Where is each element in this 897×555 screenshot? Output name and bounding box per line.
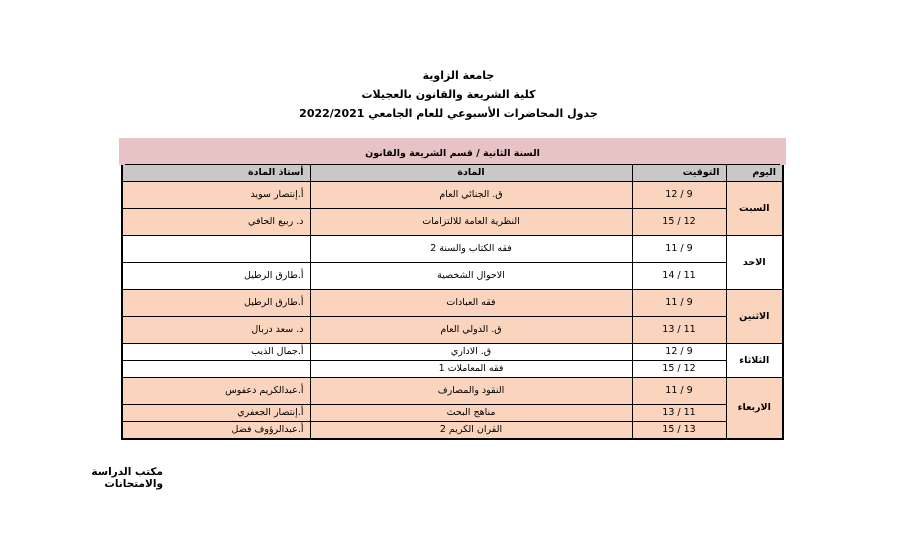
- column-header-subject: المادة: [310, 165, 632, 182]
- day-cell-wednesday: الاربعاء: [726, 378, 783, 440]
- teacher-cell: أ.إنتصار الجعفري: [122, 405, 310, 422]
- table-row: [122, 361, 783, 378]
- table-row: [122, 378, 783, 405]
- teacher-cell: أ.طارق الرطيل: [122, 263, 310, 290]
- time-cell: 9 / 12: [632, 344, 726, 361]
- time-cell: 11 / 13: [632, 317, 726, 344]
- day-cell-sunday: الاحد: [726, 236, 783, 290]
- table-row: [122, 317, 783, 344]
- schedule-table: [119, 138, 786, 440]
- teacher-cell: أ.عبدالكريم دعفوس: [122, 378, 310, 405]
- column-header-day: اليوم: [726, 165, 783, 182]
- subject-cell: فقه المعاملات 1: [310, 361, 632, 378]
- schedule-title: جدول المحاضرات الأسبوعي للعام الجامعي 2022/2021: [299, 107, 598, 120]
- table-row: [122, 290, 783, 317]
- subject-cell: ق. الجنائي العام: [310, 182, 632, 209]
- table-row: [122, 182, 783, 209]
- day-cell-tuesday: الثلاثاء: [726, 344, 783, 378]
- column-header-time: التوقيت: [632, 165, 726, 182]
- table-row: [122, 422, 783, 440]
- day-cell-saturday: السبت: [726, 182, 783, 236]
- subject-cell: فقه العبادات: [310, 290, 632, 317]
- column-header-teacher: أستاذ المادة: [122, 165, 310, 182]
- document-header: [0, 66, 897, 123]
- teacher-cell: أ.عبدالرؤوف فضل: [122, 422, 310, 440]
- subject-cell: الاحوال الشخصية: [310, 263, 632, 290]
- teacher-cell: [122, 236, 310, 263]
- time-cell: 9 / 11: [632, 378, 726, 405]
- table-row: [122, 209, 783, 236]
- year-department-banner: السنة الثانية / قسم الشريعة والقانون: [122, 141, 783, 165]
- table-banner-row: [122, 141, 783, 165]
- subject-cell: مناهج البحث: [310, 405, 632, 422]
- time-cell: 9 / 12: [632, 182, 726, 209]
- time-cell: 11 / 14: [632, 263, 726, 290]
- teacher-cell: أ.إنتصار سويد: [122, 182, 310, 209]
- faculty-name: كلية الشريعة والقانون بالعجيلات: [361, 88, 536, 101]
- subject-cell: فقه الكتاب والسنة 2: [310, 236, 632, 263]
- table-row: [122, 263, 783, 290]
- time-cell: 12 / 15: [632, 361, 726, 378]
- teacher-cell: د. سعد دربال: [122, 317, 310, 344]
- subject-cell: ق. الاداري: [310, 344, 632, 361]
- subject-cell: ق. الدولي العام: [310, 317, 632, 344]
- time-cell: 9 / 11: [632, 290, 726, 317]
- time-cell: 9 / 11: [632, 236, 726, 263]
- day-cell-monday: الاثنين: [726, 290, 783, 344]
- teacher-cell: أ.جمال الذيب: [122, 344, 310, 361]
- university-name: جامعة الزاوية: [422, 69, 495, 82]
- teacher-cell: د. ربيع الحافي: [122, 209, 310, 236]
- table-row: [122, 344, 783, 361]
- teacher-cell: أ.طارق الرطيل: [122, 290, 310, 317]
- subject-cell: النظرية العامة للالتزامات: [310, 209, 632, 236]
- subject-cell: القران الكريم 2: [310, 422, 632, 440]
- office-signature: مكتب الدراسة والامتحانات: [91, 466, 163, 490]
- table-row: [122, 236, 783, 263]
- time-cell: 11 / 13: [632, 405, 726, 422]
- time-cell: 13 / 15: [632, 422, 726, 440]
- column-header-row: [122, 165, 783, 182]
- table-row: [122, 405, 783, 422]
- time-cell: 12 / 15: [632, 209, 726, 236]
- subject-cell: النقود والمصارف: [310, 378, 632, 405]
- teacher-cell: [122, 361, 310, 378]
